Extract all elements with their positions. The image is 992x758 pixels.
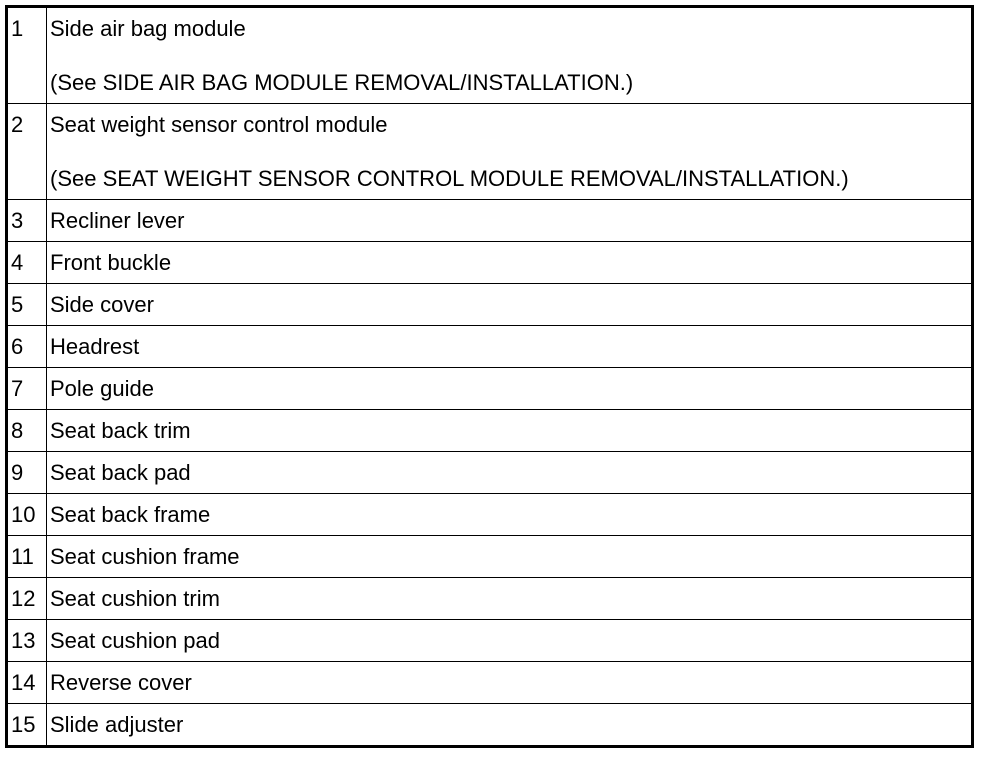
item-reference: (See SIDE AIR BAG MODULE REMOVAL/INSTALLATION.)	[50, 70, 634, 95]
item-number: 7	[7, 368, 47, 410]
item-name: Seat back pad	[47, 452, 973, 494]
item-reference: (See SEAT WEIGHT SENSOR CONTROL MODULE REMOVAL/INSTALLATION.)	[50, 166, 849, 191]
item-number: 11	[7, 536, 47, 578]
item-name: Headrest	[47, 326, 973, 368]
item-number: 12	[7, 578, 47, 620]
item-number: 10	[7, 494, 47, 536]
item-number: 5	[7, 284, 47, 326]
table-row	[7, 704, 973, 747]
table-row	[7, 242, 973, 284]
item-number: 3	[7, 200, 47, 242]
item-description	[47, 7, 973, 104]
item-description	[47, 104, 973, 200]
item-number: 1	[7, 7, 47, 104]
item-name: Seat cushion trim	[47, 578, 973, 620]
item-name: Seat back trim	[47, 410, 973, 452]
item-number: 6	[7, 326, 47, 368]
item-name: Pole guide	[47, 368, 973, 410]
item-name: Seat back frame	[47, 494, 973, 536]
item-name: Front buckle	[47, 242, 973, 284]
table-row	[7, 284, 973, 326]
parts-table	[5, 5, 974, 748]
item-name: Seat weight sensor control module	[50, 112, 388, 137]
table-row	[7, 104, 973, 200]
item-name: Side cover	[47, 284, 973, 326]
table-row	[7, 326, 973, 368]
item-number: 8	[7, 410, 47, 452]
table-row	[7, 662, 973, 704]
table-row	[7, 452, 973, 494]
item-number: 13	[7, 620, 47, 662]
item-name: Seat cushion frame	[47, 536, 973, 578]
item-number: 15	[7, 704, 47, 747]
item-name: Recliner lever	[47, 200, 973, 242]
table-row	[7, 368, 973, 410]
item-number: 14	[7, 662, 47, 704]
table-row	[7, 578, 973, 620]
table-row	[7, 620, 973, 662]
table-row	[7, 410, 973, 452]
item-name: Side air bag module	[50, 16, 246, 41]
table-row	[7, 536, 973, 578]
item-name: Reverse cover	[47, 662, 973, 704]
table-row	[7, 494, 973, 536]
item-name: Seat cushion pad	[47, 620, 973, 662]
table-row	[7, 200, 973, 242]
table-row	[7, 7, 973, 104]
item-number: 4	[7, 242, 47, 284]
item-name: Slide adjuster	[47, 704, 973, 747]
item-number: 9	[7, 452, 47, 494]
item-number: 2	[7, 104, 47, 200]
